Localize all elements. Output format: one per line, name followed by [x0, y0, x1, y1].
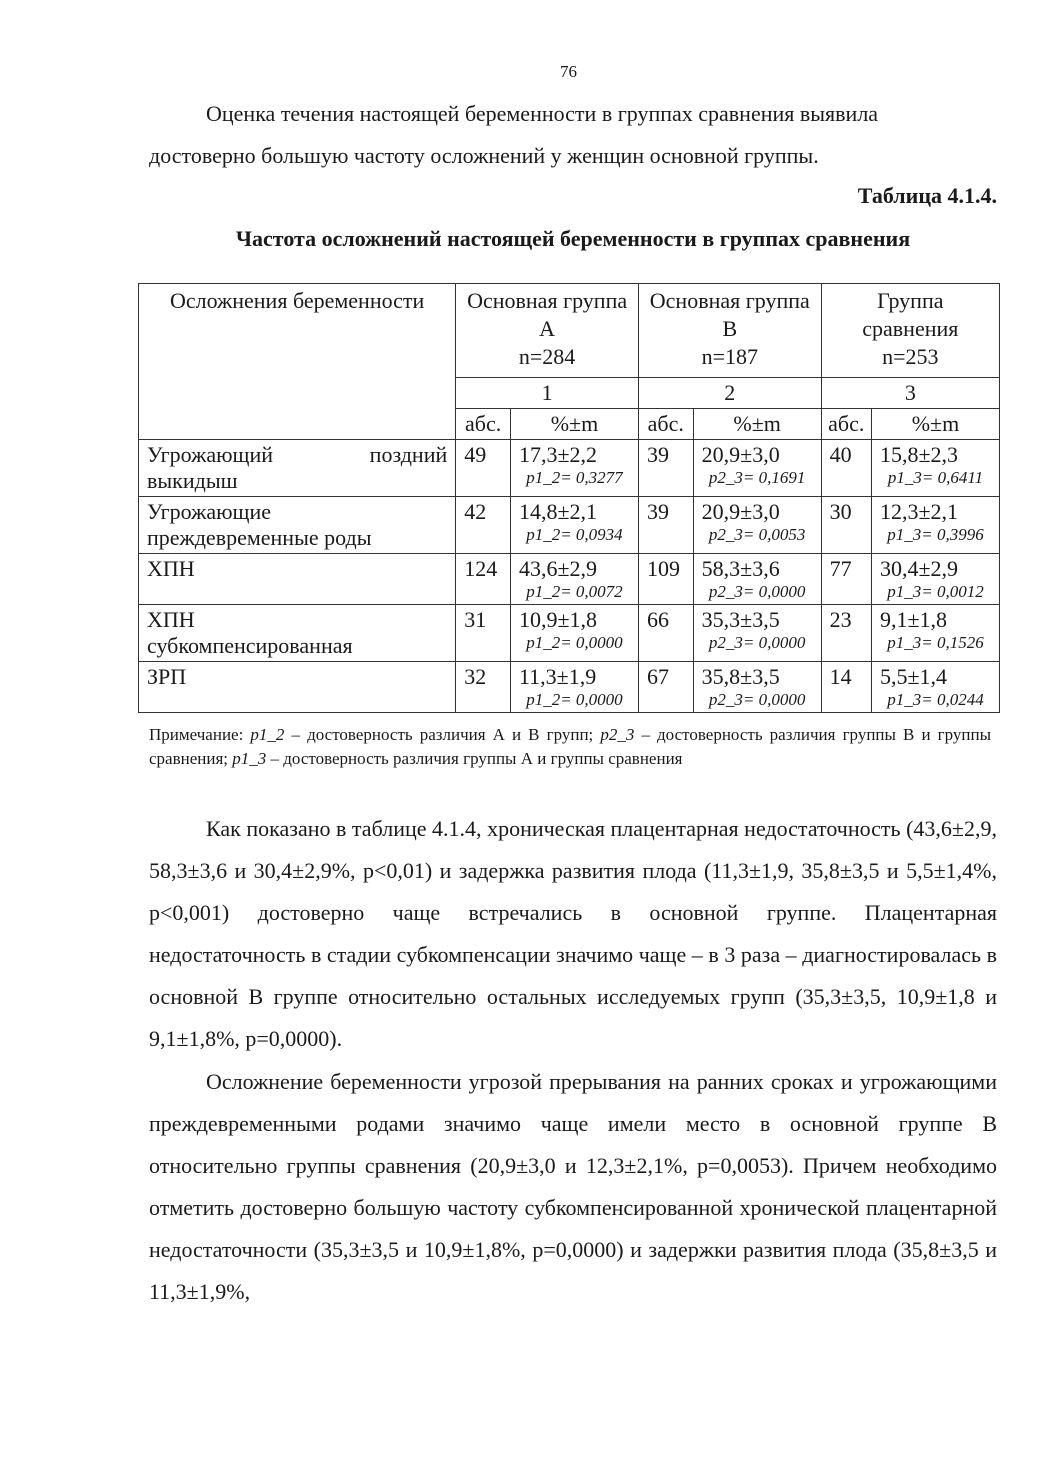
cell-pct: 58,3±3,6 p2_3= 0,0000 — [693, 554, 821, 605]
sub-pct: %±m — [693, 409, 821, 440]
note-p13: p1_3 — [232, 749, 267, 768]
body-paragraph-2: Осложнение беременности угрозой прерывания на ранних сроках и угрожающими преждевременными родами значимо чаще имели место в основной группе В относительно группы сравнения (20,9±3,0 и 12,3±2,1%, p=0,0053). Причем необходимо отметить достоверно большую частоту субкомпенсированной хронической плацентарной недостаточности (35,3±3,5 и 10,9±1,8%, p=0,0000) и задержки развития плода (35,8±3,5 и 11,3±1,9%, — [149, 1069, 997, 1304]
cell-pct: 43,6±2,9 p1_2= 0,0072 — [510, 554, 638, 605]
table-row — [139, 662, 1000, 713]
sub-pct: %±m — [510, 409, 638, 440]
cell-pct: 9,1±1,8 p1_3= 0,1526 — [871, 605, 999, 662]
sub-abs: абс. — [638, 409, 693, 440]
note-p12: p1_2 — [250, 725, 285, 744]
group-index-1: 1 — [456, 378, 639, 409]
row-label: ЗРП — [139, 662, 456, 713]
cell-abs: 39 — [638, 440, 693, 497]
cell-abs: 31 — [456, 605, 511, 662]
cell-abs: 49 — [456, 440, 511, 497]
cell-pct: 20,9±3,0 p2_3= 0,0053 — [693, 497, 821, 554]
sub-abs: абс. — [821, 409, 871, 440]
intro-paragraph — [149, 93, 997, 177]
intro-line-2: достоверно большую частоту осложнений у женщин основной группы. — [149, 143, 819, 168]
header-group-c: Группа сравнения n=253 — [821, 284, 999, 378]
body-paragraph-1: Как показано в таблице 4.1.4, хроническая плацентарная недостаточность (43,6±2,9, 58,3±3,6 и 30,4±2,9%, p<0,01) и задержка развития плода (11,3±1,9, 35,8±3,5 и 5,5±1,4%, p<0,001) достоверно чаще встречались в основной группе. Плацентарная недостаточность в стадии субкомпенсации значимо чаще – в 3 раза – диагностировалась в основной В группе относительно остальных исследуемых групп (35,3±3,5, 10,9±1,8 и 9,1±1,8%, p=0,0000). — [149, 816, 997, 1051]
cell-pct: 35,8±3,5 p2_3= 0,0000 — [693, 662, 821, 713]
cell-pct: 5,5±1,4 p1_3= 0,0244 — [871, 662, 999, 713]
cell-abs: 40 — [821, 440, 871, 497]
row-label: Угрожающие преждевременные роды — [139, 497, 456, 554]
table-label: Таблица 4.1.4. — [857, 183, 997, 208]
group-index-3: 3 — [821, 378, 999, 409]
cell-pct: 17,3±2,2 p1_2= 0,3277 — [510, 440, 638, 497]
intro-line-1: Оценка течения настоящей беременности в группах сравнения выявила — [206, 101, 879, 126]
table-row — [139, 440, 1000, 497]
cell-abs: 66 — [638, 605, 693, 662]
sub-abs: абс. — [456, 409, 511, 440]
cell-pct: 30,4±2,9 p1_3= 0,0012 — [871, 554, 999, 605]
header-group-a: Основная группа А n=284 — [456, 284, 639, 378]
header-complications: Осложнения беременности — [139, 284, 456, 440]
sub-pct: %±m — [871, 409, 999, 440]
row-label: Угрожающий поздний выкидыш — [139, 440, 456, 497]
cell-abs: 77 — [821, 554, 871, 605]
cell-abs: 42 — [456, 497, 511, 554]
header-group-b: Основная группа В n=187 — [638, 284, 821, 378]
cell-abs: 23 — [821, 605, 871, 662]
row-label: ХПН субкомпенсированная — [139, 605, 456, 662]
table-title: Частота осложнений настоящей беременности в группах сравнения — [235, 226, 911, 251]
cell-abs: 67 — [638, 662, 693, 713]
table-row — [139, 497, 1000, 554]
complications-table — [138, 283, 1000, 713]
table-row — [139, 554, 1000, 605]
cell-abs: 32 — [456, 662, 511, 713]
row-label: ХПН — [139, 554, 456, 605]
page-number: 76 — [560, 62, 577, 81]
cell-pct: 15,8±2,3 p1_3= 0,6411 — [871, 440, 999, 497]
cell-abs: 14 — [821, 662, 871, 713]
cell-abs: 124 — [456, 554, 511, 605]
note-p23: p2_3 — [600, 725, 635, 744]
cell-pct: 20,9±3,0 p2_3= 0,1691 — [693, 440, 821, 497]
table-note: Примечание: p1_2 – достоверность различия А и В групп; p2_3 – достоверность различия группы В и группы сравнения; p1_3 – достоверность различия группы А и группы сравнения — [149, 725, 991, 768]
cell-abs: 39 — [638, 497, 693, 554]
group-index-2: 2 — [638, 378, 821, 409]
cell-pct: 12,3±2,1 p1_3= 0,3996 — [871, 497, 999, 554]
cell-pct: 10,9±1,8 p1_2= 0,0000 — [510, 605, 638, 662]
cell-abs: 109 — [638, 554, 693, 605]
cell-abs: 30 — [821, 497, 871, 554]
cell-pct: 11,3±1,9 p1_2= 0,0000 — [510, 662, 638, 713]
cell-pct: 14,8±2,1 p1_2= 0,0934 — [510, 497, 638, 554]
table-row — [139, 605, 1000, 662]
cell-pct: 35,3±3,5 p2_3= 0,0000 — [693, 605, 821, 662]
